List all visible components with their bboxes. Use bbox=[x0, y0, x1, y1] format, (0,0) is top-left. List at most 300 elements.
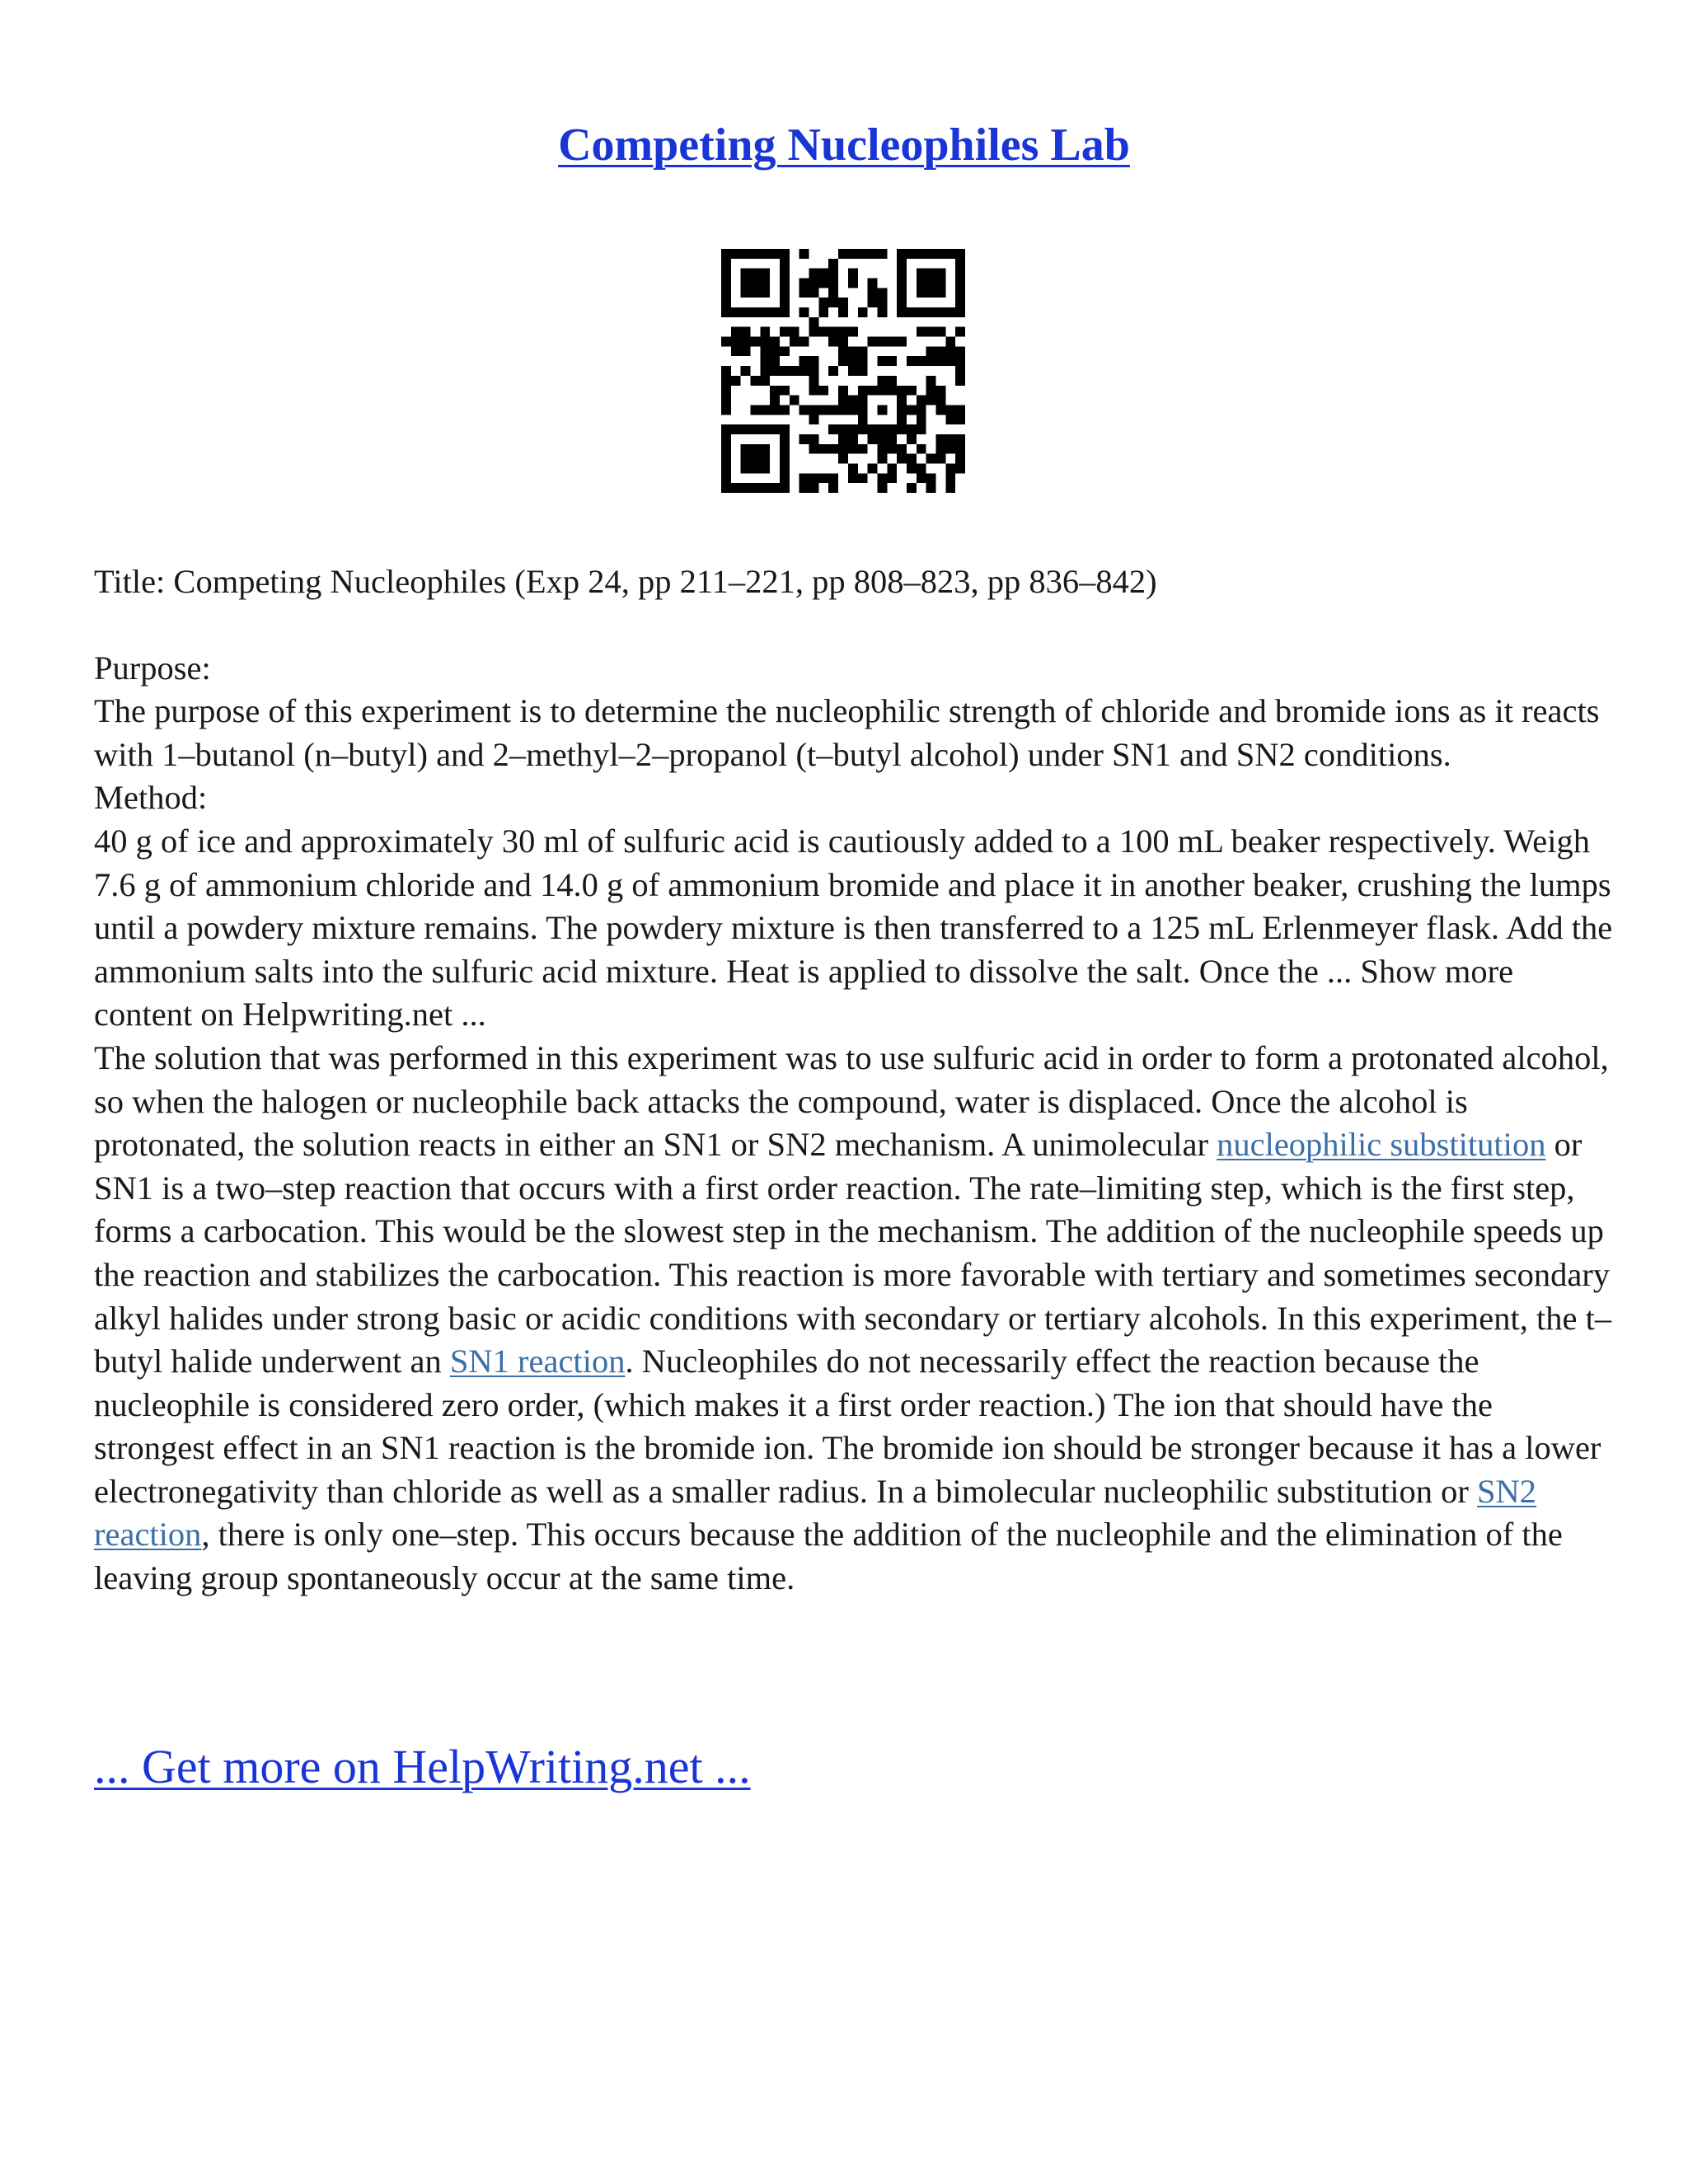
qr-module bbox=[790, 337, 799, 347]
qr-module bbox=[790, 366, 799, 376]
qr-module bbox=[741, 288, 751, 298]
qr-module bbox=[877, 483, 887, 493]
qr-module bbox=[877, 356, 887, 366]
qr-module bbox=[907, 424, 917, 434]
qr-module bbox=[907, 356, 917, 366]
sn1-reaction-link[interactable]: SN1 reaction bbox=[449, 1343, 626, 1380]
qr-module bbox=[897, 405, 907, 415]
qr-module bbox=[926, 249, 936, 259]
qr-module bbox=[935, 405, 945, 415]
qr-module bbox=[917, 405, 926, 415]
qr-module bbox=[799, 279, 809, 288]
qr-module bbox=[907, 434, 917, 444]
qr-module bbox=[741, 307, 751, 317]
qr-module bbox=[751, 444, 761, 454]
qr-module bbox=[897, 269, 907, 279]
qr-module bbox=[809, 415, 819, 424]
qr-module bbox=[721, 337, 731, 347]
title-line: Title: Competing Nucleophiles (Exp 24, pp 211–221, pp 808–823, pp 836–842) bbox=[94, 563, 1157, 600]
qr-module bbox=[741, 327, 751, 337]
qr-module bbox=[721, 366, 731, 376]
qr-module bbox=[848, 269, 858, 279]
qr-module bbox=[799, 307, 809, 317]
qr-module bbox=[917, 269, 926, 279]
qr-module bbox=[877, 454, 887, 464]
qr-module bbox=[790, 396, 799, 405]
qr-module bbox=[945, 483, 955, 493]
qr-module bbox=[799, 473, 809, 483]
qr-module bbox=[955, 434, 965, 444]
qr-module bbox=[945, 405, 955, 415]
qr-module bbox=[926, 396, 936, 405]
qr-module bbox=[897, 259, 907, 269]
qr-module bbox=[917, 463, 926, 473]
purpose-text: The purpose of this experiment is to determine the nucleophilic strength of chloride and bromide ions as it reacts with 1–butanol (n–butyl) and 2–methyl–2–propanol (t–butyl alcohol) under SN1 and SN2 conditions. bbox=[94, 692, 1600, 773]
qr-module bbox=[809, 483, 819, 493]
qr-module bbox=[731, 483, 741, 493]
qr-module bbox=[848, 356, 858, 366]
qr-module bbox=[935, 327, 945, 337]
qr-module bbox=[721, 307, 731, 317]
qr-module bbox=[926, 356, 936, 366]
qr-module bbox=[858, 386, 868, 396]
qr-module bbox=[838, 444, 848, 454]
qr-module bbox=[926, 269, 936, 279]
qr-module bbox=[818, 269, 828, 279]
qr-module bbox=[809, 386, 819, 396]
qr-module bbox=[877, 405, 887, 415]
qr-module bbox=[877, 473, 887, 483]
qr-module bbox=[760, 269, 770, 279]
sn2-reaction-link[interactable]: SN2 reaction bbox=[94, 1472, 1537, 1554]
qr-module bbox=[770, 424, 780, 434]
qr-module bbox=[848, 444, 858, 454]
qr-module bbox=[926, 386, 936, 396]
qr-module bbox=[838, 307, 848, 317]
qr-module bbox=[858, 396, 868, 405]
qr-module bbox=[741, 279, 751, 288]
qr-module bbox=[868, 288, 878, 298]
qr-module bbox=[751, 424, 761, 434]
qr-module bbox=[848, 424, 858, 434]
qr-module bbox=[741, 483, 751, 493]
qr-module bbox=[877, 307, 887, 317]
qr-module bbox=[848, 366, 858, 376]
qr-module bbox=[897, 415, 907, 424]
qr-module bbox=[828, 327, 838, 337]
qr-module bbox=[897, 249, 907, 259]
qr-module bbox=[955, 356, 965, 366]
qr-module bbox=[741, 444, 751, 454]
discussion-part-3: . Nucleophiles do not necessarily effect the reaction because the nucleophile is considered zero order, (which makes it a first order reaction.) The ion that should have the strongest effect in an SN1 reaction is the bromide ion. The bromide ion should be stronger because it has a lower electronegativity than chloride as well as a smaller radius. In a bimolecular nucleophilic substitution or bbox=[94, 1343, 1601, 1510]
qr-module bbox=[818, 444, 828, 454]
qr-module bbox=[838, 386, 848, 396]
qr-module bbox=[799, 249, 809, 259]
qr-module bbox=[868, 249, 878, 259]
discussion-part-2: or SN1 is a two–step reaction that occurs with a first order reaction. The rate–limiting step, which is the first step, forms a carbocation. This would be the slowest step in the mechanism. The addition of the nucleophile speeds up the reaction and stabilizes the carbocation. This reaction is more favorable with tertiary and sometimes secondary alkyl halides under strong basic or acidic conditions with secondary or tertiary alcohols. In this experiment, the t–butyl halide underwent an bbox=[94, 1126, 1612, 1380]
qr-module bbox=[809, 279, 819, 288]
qr-module bbox=[935, 279, 945, 288]
qr-module bbox=[731, 307, 741, 317]
qr-module bbox=[945, 346, 955, 356]
qr-module bbox=[780, 424, 790, 434]
qr-module bbox=[760, 463, 770, 473]
qr-module bbox=[858, 249, 868, 259]
qr-module bbox=[945, 337, 955, 347]
page-title bbox=[0, 115, 1688, 175]
qr-module bbox=[945, 444, 955, 454]
qr-module bbox=[809, 317, 819, 327]
qr-module bbox=[926, 473, 936, 483]
qr-module bbox=[848, 346, 858, 356]
qr-module bbox=[858, 346, 868, 356]
qr-module bbox=[838, 346, 848, 356]
qr-module bbox=[799, 434, 809, 444]
qr-module bbox=[955, 444, 965, 454]
qr-module bbox=[760, 366, 770, 376]
qr-module bbox=[858, 444, 868, 454]
qr-module bbox=[780, 279, 790, 288]
document-body bbox=[94, 560, 1615, 1601]
qr-module bbox=[770, 307, 780, 317]
qr-module bbox=[917, 327, 926, 337]
qr-module bbox=[868, 386, 878, 396]
qr-module bbox=[955, 376, 965, 386]
qr-module bbox=[955, 454, 965, 464]
qr-module bbox=[828, 424, 838, 434]
qr-module bbox=[809, 473, 819, 483]
qr-module bbox=[897, 454, 907, 464]
qr-module bbox=[818, 473, 828, 483]
qr-module bbox=[780, 473, 790, 483]
qr-module bbox=[955, 327, 965, 337]
qr-module bbox=[897, 279, 907, 288]
qr-module bbox=[760, 346, 770, 356]
qr-module bbox=[721, 473, 731, 483]
qr-module bbox=[917, 424, 926, 434]
qr-module bbox=[751, 483, 761, 493]
qr-module bbox=[751, 405, 761, 415]
qr-module bbox=[926, 288, 936, 298]
qr-module bbox=[780, 444, 790, 454]
qr-module bbox=[741, 346, 751, 356]
qr-module bbox=[751, 279, 761, 288]
qr-module bbox=[907, 483, 917, 493]
qr-module bbox=[799, 337, 809, 347]
qr-module bbox=[731, 424, 741, 434]
qr-module bbox=[770, 356, 780, 366]
qr-module bbox=[751, 269, 761, 279]
qr-module bbox=[858, 366, 868, 376]
qr-module bbox=[955, 298, 965, 307]
qr-module bbox=[751, 249, 761, 259]
qr-module bbox=[858, 415, 868, 424]
qr-module bbox=[935, 454, 945, 464]
qr-module bbox=[848, 327, 858, 337]
qr-module bbox=[887, 434, 897, 444]
qr-module bbox=[751, 376, 761, 386]
qr-module bbox=[838, 356, 848, 366]
qr-module bbox=[828, 259, 838, 269]
qr-module bbox=[809, 444, 819, 454]
qr-module bbox=[809, 405, 819, 415]
qr-module bbox=[917, 415, 926, 424]
purpose-heading: Purpose: bbox=[94, 649, 211, 687]
qr-module bbox=[935, 386, 945, 396]
qr-module bbox=[935, 249, 945, 259]
footer bbox=[94, 1737, 751, 1797]
qr-module bbox=[828, 337, 838, 347]
qr-module bbox=[828, 269, 838, 279]
qr-module bbox=[770, 366, 780, 376]
qr-module bbox=[799, 483, 809, 493]
qr-module bbox=[887, 356, 897, 366]
qr-module bbox=[848, 463, 858, 473]
qr-module bbox=[721, 288, 731, 298]
qr-module bbox=[955, 279, 965, 288]
qr-module bbox=[935, 288, 945, 298]
qr-module bbox=[799, 366, 809, 376]
qr-module bbox=[721, 396, 731, 405]
qr-module bbox=[780, 454, 790, 464]
qr-module bbox=[907, 249, 917, 259]
qr-module bbox=[751, 337, 761, 347]
qr-module bbox=[945, 415, 955, 424]
qr-module bbox=[877, 376, 887, 386]
qr-module bbox=[907, 454, 917, 464]
qr-module bbox=[955, 463, 965, 473]
discussion-part-1: The solution that was performed in this experiment was to use sulfuric acid in order to form a protonated alcohol, so when the halogen or nucleophile back attacks the compound, water is displaced. Once the alcohol is protonated, the solution reacts in either an SN1 or SN2 mechanism. A unimolecular bbox=[94, 1038, 1609, 1164]
qr-module bbox=[780, 288, 790, 298]
qr-module bbox=[897, 298, 907, 307]
qr-module bbox=[828, 279, 838, 288]
qr-module bbox=[760, 327, 770, 337]
qr-module bbox=[780, 249, 790, 259]
qr-module bbox=[721, 249, 731, 259]
qr-module bbox=[917, 356, 926, 366]
qr-module bbox=[917, 279, 926, 288]
qr-module bbox=[858, 356, 868, 366]
qr-module bbox=[809, 288, 819, 298]
qr-module bbox=[935, 356, 945, 366]
qr-module bbox=[858, 405, 868, 415]
qr-module bbox=[926, 279, 936, 288]
qr-module bbox=[760, 444, 770, 454]
qr-module bbox=[721, 444, 731, 454]
qr-module bbox=[828, 483, 838, 493]
qr-module bbox=[858, 307, 868, 317]
qr-module bbox=[935, 434, 945, 444]
qr-module bbox=[955, 366, 965, 376]
qr-module bbox=[818, 327, 828, 337]
qr-module bbox=[935, 269, 945, 279]
qr-module bbox=[731, 327, 741, 337]
qr-module bbox=[741, 463, 751, 473]
get-more-link[interactable]: ... Get more on HelpWriting.net ... bbox=[94, 1740, 751, 1793]
qr-module bbox=[760, 249, 770, 259]
qr-module bbox=[907, 405, 917, 415]
qr-module bbox=[848, 396, 858, 405]
qr-module bbox=[955, 288, 965, 298]
qr-module bbox=[848, 249, 858, 259]
qr-module bbox=[945, 249, 955, 259]
nucleophilic-substitution-link[interactable]: nucleophilic substitution bbox=[1217, 1126, 1546, 1164]
qr-module bbox=[770, 396, 780, 405]
qr-module bbox=[780, 298, 790, 307]
qr-module bbox=[809, 269, 819, 279]
qr-module bbox=[907, 463, 917, 473]
qr-module bbox=[721, 463, 731, 473]
method-heading: Method: bbox=[94, 779, 208, 817]
qr-module bbox=[917, 396, 926, 405]
qr-module bbox=[868, 463, 878, 473]
qr-module bbox=[887, 424, 897, 434]
qr-module bbox=[917, 249, 926, 259]
qr-module bbox=[780, 269, 790, 279]
qr-module bbox=[741, 424, 751, 434]
qr-module bbox=[760, 279, 770, 288]
qr-module bbox=[790, 327, 799, 337]
qr-module bbox=[770, 386, 780, 396]
qr-module bbox=[721, 405, 731, 415]
qr-module bbox=[721, 483, 731, 493]
qr-module bbox=[780, 434, 790, 444]
qr-module bbox=[809, 356, 819, 366]
title-link[interactable]: Competing Nucleophiles Lab bbox=[558, 120, 1130, 171]
qr-module bbox=[907, 386, 917, 396]
qr-module bbox=[751, 463, 761, 473]
qr-module bbox=[721, 424, 731, 434]
qr-module bbox=[721, 298, 731, 307]
qr-module bbox=[741, 249, 751, 259]
qr-module bbox=[945, 356, 955, 366]
qr-module bbox=[838, 424, 848, 434]
qr-module bbox=[945, 434, 955, 444]
qr-module bbox=[838, 327, 848, 337]
spacer bbox=[94, 604, 1615, 647]
qr-module bbox=[760, 483, 770, 493]
qr-module bbox=[780, 259, 790, 269]
qr-module bbox=[818, 298, 828, 307]
qr-module bbox=[828, 298, 838, 307]
qr-module bbox=[760, 356, 770, 366]
qr-module bbox=[721, 376, 731, 386]
qr-module bbox=[780, 346, 790, 356]
qr-module bbox=[917, 444, 926, 454]
qr-module bbox=[751, 307, 761, 317]
qr-module bbox=[945, 463, 955, 473]
qr-module bbox=[760, 424, 770, 434]
qr-module bbox=[809, 376, 819, 386]
qr-module bbox=[770, 405, 780, 415]
qr-module bbox=[828, 288, 838, 298]
discussion-part-4: , there is only one–step. This occurs because the addition of the nucleophile and the elimination of the leaving group spontaneously occur at the same time. bbox=[94, 1516, 1563, 1597]
qr-module bbox=[838, 454, 848, 464]
qr-module bbox=[731, 376, 741, 386]
qr-module bbox=[721, 279, 731, 288]
qr-module bbox=[955, 415, 965, 424]
qr-module bbox=[945, 473, 955, 483]
qr-module bbox=[926, 346, 936, 356]
qr-module bbox=[780, 386, 790, 396]
qr-module bbox=[955, 259, 965, 269]
qr-module bbox=[838, 298, 848, 307]
qr-module bbox=[897, 307, 907, 317]
qr-module bbox=[897, 396, 907, 405]
qr-module bbox=[741, 337, 751, 347]
qr-module bbox=[721, 434, 731, 444]
qr-module bbox=[818, 307, 828, 317]
qr-module bbox=[955, 346, 965, 356]
qr-module bbox=[955, 405, 965, 415]
qr-module bbox=[848, 279, 858, 288]
qr-module bbox=[731, 249, 741, 259]
qr-module bbox=[809, 366, 819, 376]
qr-module bbox=[926, 307, 936, 317]
qr-module bbox=[897, 288, 907, 298]
qr-module bbox=[955, 249, 965, 259]
qr-module bbox=[838, 337, 848, 347]
qr-module bbox=[926, 376, 936, 386]
qr-module bbox=[848, 405, 858, 415]
qr-module bbox=[838, 434, 848, 444]
qr-module bbox=[760, 307, 770, 317]
qr-module bbox=[818, 386, 828, 396]
qr-module bbox=[721, 454, 731, 464]
qr-module bbox=[858, 424, 868, 434]
qr-module bbox=[935, 346, 945, 356]
qr-module bbox=[780, 327, 790, 337]
qr-module bbox=[818, 405, 828, 415]
qr-module bbox=[877, 249, 887, 259]
qr-module bbox=[955, 307, 965, 317]
qr-module bbox=[877, 444, 887, 454]
qr-module bbox=[887, 473, 897, 483]
qr-module bbox=[868, 434, 878, 444]
qr-module bbox=[838, 405, 848, 415]
qr-module bbox=[780, 483, 790, 493]
qr-module bbox=[780, 405, 790, 415]
qr-module bbox=[741, 366, 751, 376]
qr-module bbox=[848, 434, 858, 444]
qr-module bbox=[809, 327, 819, 337]
qr-module bbox=[721, 386, 731, 396]
qr-module bbox=[945, 307, 955, 317]
qr-module bbox=[877, 337, 887, 347]
qr-module bbox=[741, 454, 751, 464]
qr-module bbox=[760, 337, 770, 347]
method-text: 40 g of ice and approximately 30 ml of sulfuric acid is cautiously added to a 100 mL beaker respectively. Weigh 7.6 g of ammonium chloride and 14.0 g of ammonium bromide and place it in another beaker, crushing the lumps until a powdery mixture remains. The powdery mixture is then transferred to a 125 mL Erlenmeyer flask. Add the ammonium salts into the sulfuric acid mixture. Heat is applied to dissolve the salt. Once the ... Show more content on Helpwriting.net ... bbox=[94, 822, 1613, 1033]
qr-module bbox=[809, 434, 819, 444]
qr-module bbox=[926, 483, 936, 493]
qr-module bbox=[731, 346, 741, 356]
qr-module bbox=[858, 473, 868, 483]
qr-module bbox=[721, 259, 731, 269]
qr-module bbox=[877, 424, 887, 434]
qr-module bbox=[887, 386, 897, 396]
qr-module bbox=[887, 444, 897, 454]
qr-module bbox=[780, 463, 790, 473]
qr-module bbox=[799, 356, 809, 366]
qr-module bbox=[926, 327, 936, 337]
qr-module bbox=[887, 337, 897, 347]
qr-module bbox=[897, 337, 907, 347]
qr-module bbox=[868, 279, 878, 288]
qr-module bbox=[868, 298, 878, 307]
qr-module bbox=[838, 249, 848, 259]
qr-module bbox=[887, 376, 897, 386]
qr-module bbox=[926, 454, 936, 464]
